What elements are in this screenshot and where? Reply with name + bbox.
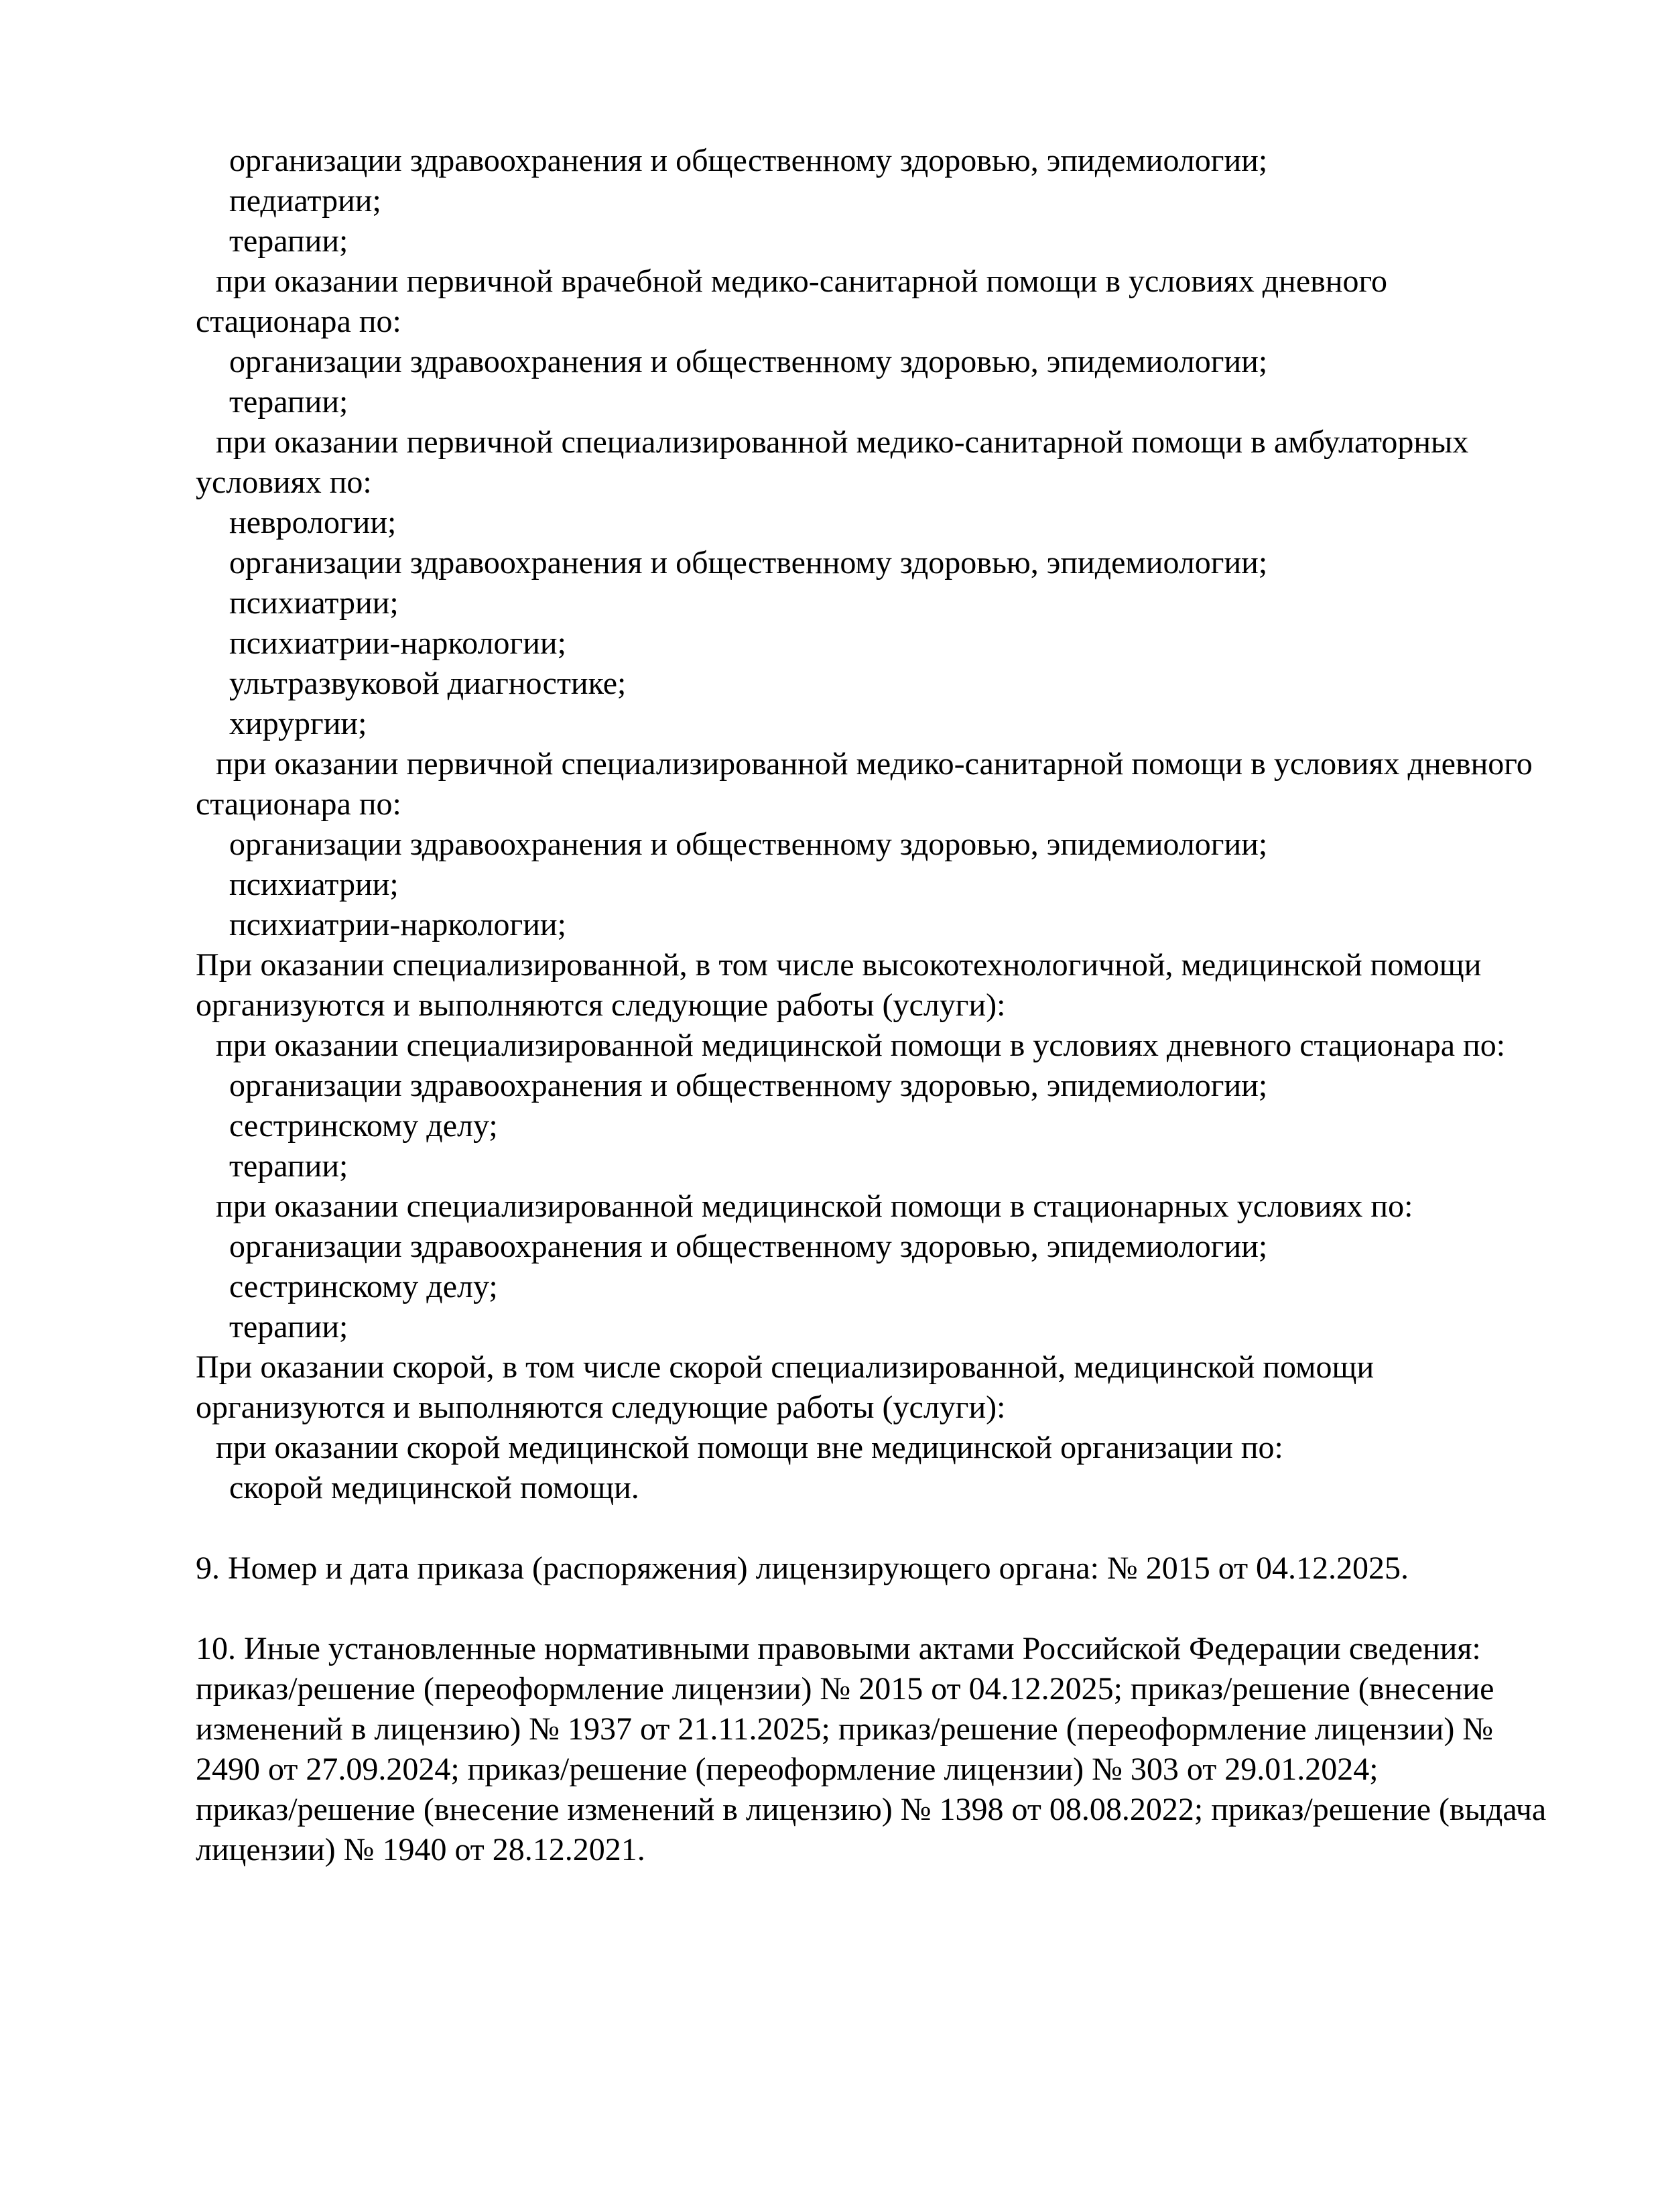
text-line: терапии; xyxy=(229,1148,348,1184)
text-line: терапии; xyxy=(229,1309,348,1345)
text-line: сестринскому делу; xyxy=(229,1108,498,1144)
text-line: при оказании первичной специализированной медико-санитарной помощи в условиях дневного xyxy=(216,746,1533,782)
text-line: терапии; xyxy=(229,223,348,259)
text-line: организации здравоохранения и общественному здоровью, эпидемиологии; xyxy=(229,1229,1268,1264)
text-line: при оказании первичной специализированной медико-санитарной помощи в амбулаторных xyxy=(216,424,1469,460)
text-line: при оказании скорой медицинской помощи вне медицинской организации по: xyxy=(216,1430,1283,1465)
text-line: 2490 от 27.09.2024; приказ/решение (переоформление лицензии) № 303 от 29.01.2024; xyxy=(196,1752,1379,1787)
text-line: неврологии; xyxy=(229,505,397,540)
text-line: организуются и выполняются следующие работы (услуги): xyxy=(196,987,1006,1023)
text-line: При оказании специализированной, в том числе высокотехнологичной, медицинской помощи xyxy=(196,947,1482,983)
text-line: 10. Иные установленные нормативными правовыми актами Российской Федерации сведения: xyxy=(196,1631,1481,1666)
text-line: приказ/решение (внесение изменений в лицензию) № 1398 от 08.08.2022; приказ/решение (выдача xyxy=(196,1792,1547,1827)
text-line: стационара по: xyxy=(196,786,401,822)
text-line: организации здравоохранения и общественному здоровью, эпидемиологии; xyxy=(229,1068,1268,1103)
text-line: организуются и выполняются следующие работы (услуги): xyxy=(196,1390,1006,1425)
text-line: лицензии) № 1940 от 28.12.2021. xyxy=(196,1832,645,1867)
text-line: ультразвуковой диагностике; xyxy=(229,666,627,701)
text-line: условиях по: xyxy=(196,465,372,500)
text-line: хирургии; xyxy=(229,706,367,741)
text-line: организации здравоохранения и общественному здоровью, эпидемиологии; xyxy=(229,826,1268,862)
text-line: стационара по: xyxy=(196,304,401,339)
text-line: изменений в лицензию) № 1937 от 21.11.2025; приказ/решение (переоформление лицензии) № xyxy=(196,1711,1494,1747)
text-line: при оказании специализированной медицинской помощи в стационарных условиях по: xyxy=(216,1188,1413,1224)
text-line: психиатрии; xyxy=(229,585,399,621)
text-line: 9. Номер и дата приказа (распоряжения) лицензирующего органа: № 2015 от 04.12.2025. xyxy=(196,1550,1409,1586)
text-line: терапии; xyxy=(229,384,348,420)
blank-line xyxy=(196,1508,1596,1548)
text-line: психиатрии; xyxy=(229,867,399,902)
text-line: при оказании первичной врачебной медико-санитарной помощи в условиях дневного xyxy=(216,263,1387,299)
license-text-block xyxy=(196,141,1596,1870)
text-line: при оказании специализированной медицинской помощи в условиях дневного стационара по: xyxy=(216,1028,1506,1063)
text-line: сестринскому делу; xyxy=(229,1269,498,1304)
text-line: приказ/решение (переоформление лицензии) № 2015 от 04.12.2025; приказ/решение (внесение xyxy=(196,1671,1494,1707)
text-line: организации здравоохранения и общественному здоровью, эпидемиологии; xyxy=(229,545,1268,580)
text-line: организации здравоохранения и общественному здоровью, эпидемиологии; xyxy=(229,344,1268,379)
blank-line xyxy=(196,1589,1596,1629)
text-line: психиатрии-наркологии; xyxy=(229,625,566,661)
text-line: педиатрии; xyxy=(229,183,381,219)
text-line: При оказании скорой, в том числе скорой специализированной, медицинской помощи xyxy=(196,1349,1375,1385)
text-line: психиатрии-наркологии; xyxy=(229,907,566,942)
text-line: скорой медицинской помощи. xyxy=(229,1470,639,1506)
text-line: организации здравоохранения и общественному здоровью, эпидемиологии; xyxy=(229,143,1268,178)
